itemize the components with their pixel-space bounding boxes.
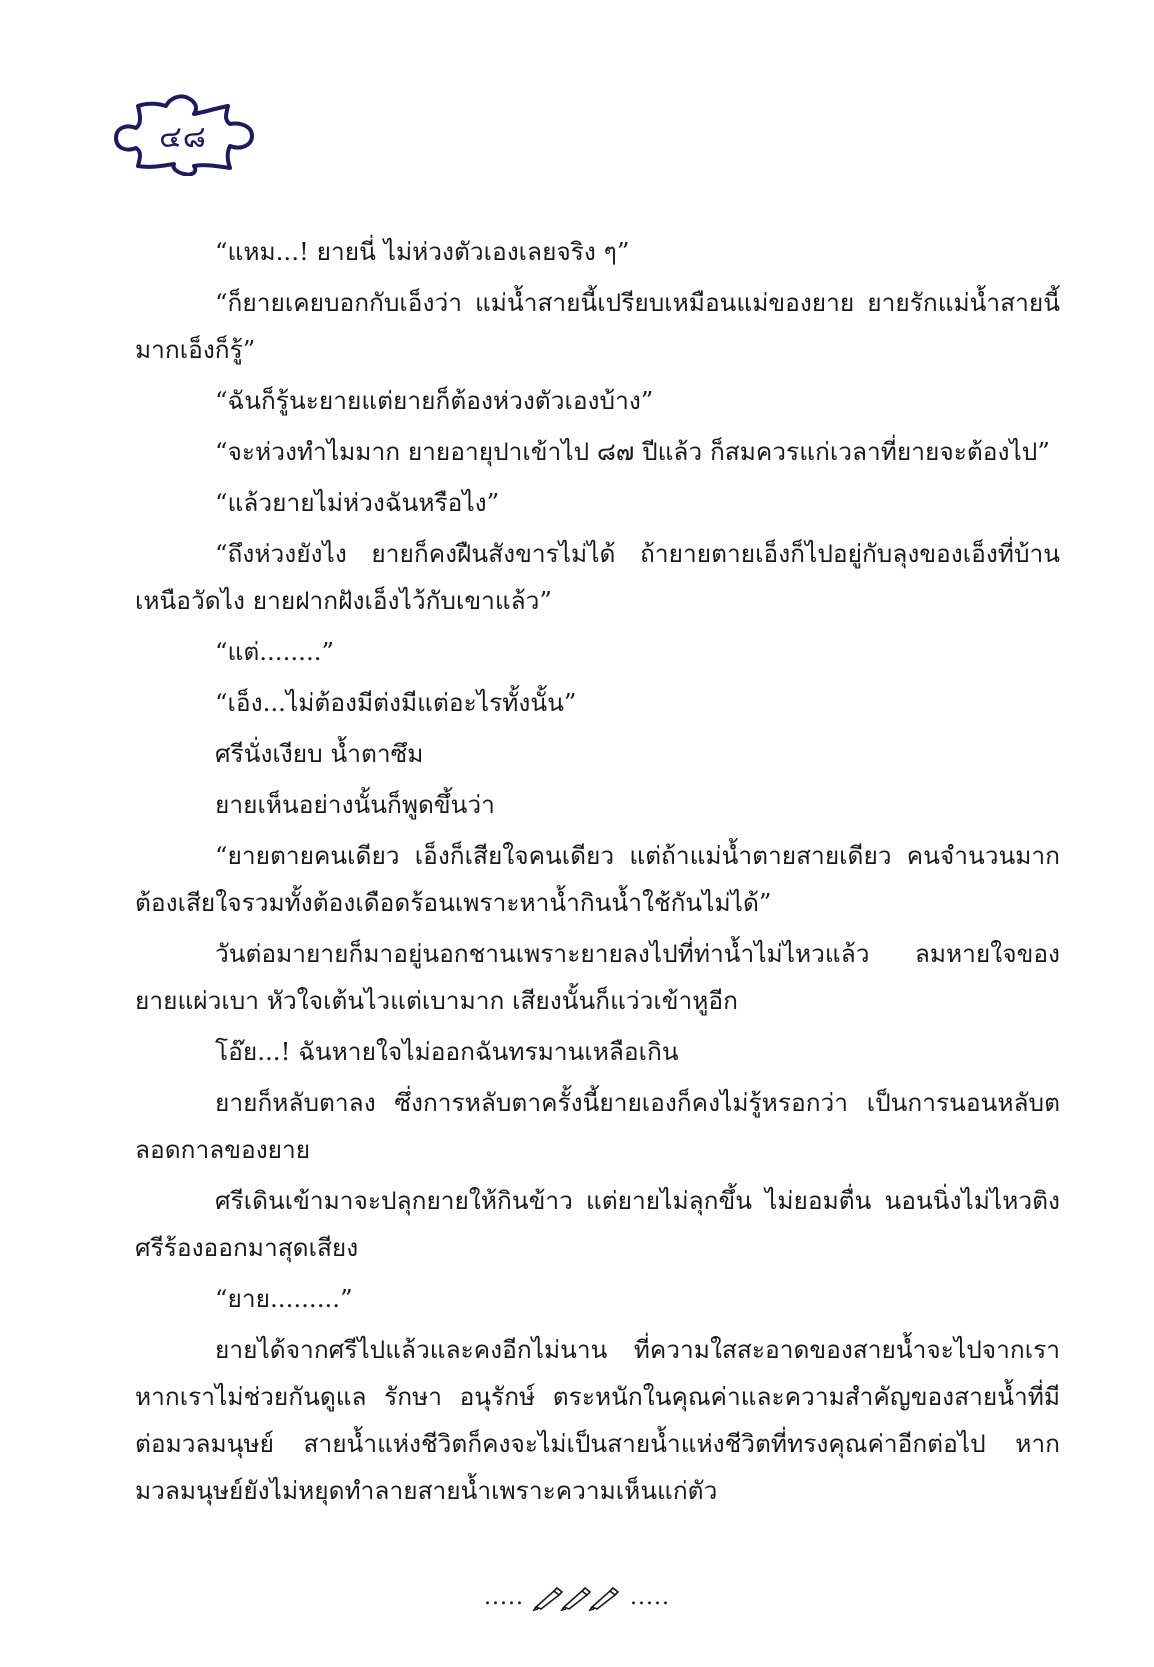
page-number: ๔๘: [159, 120, 207, 155]
paragraph: “แหม...! ยายนี่ ไม่ห่วงตัวเองเลยจริง ๆ”: [215, 237, 630, 266]
paragraph: “เอ็ง...ไม่ต้องมีต่งมีแต่อะไรทั้งนั้น”: [215, 688, 577, 717]
paragraph: “ฉันก็รู้นะยายแต่ยายก็ต้องห่วงตัวเองบ้าง”: [215, 386, 654, 415]
paragraph: โอ๊ย...! ฉันหายใจไม่ออกฉันทรมานเหลือเกิน: [215, 1037, 679, 1066]
paragraph: “แต่........”: [215, 637, 335, 666]
paragraph: “จะห่วงทำไมมาก ยายอายุปาเข้าไป ๘๗ ปีแล้ว ก็สมควรแก่เวลาที่ยายจะต้องไป”: [215, 437, 1050, 466]
page-number-badge: [108, 92, 258, 176]
paragraph: “ก็ยายเคยบอกกับเอ็งว่า แม่น้ำสายนี้เปรียบเหมือนแม่ของยาย ยายรักแม่น้ำสายนี้มากเอ็งก็รู้”: [135, 288, 1060, 364]
ending-dots-right: .....: [630, 1585, 670, 1610]
paragraph: “ถึงห่วงยังไง ยายก็คงฝืนสังขารไม่ได้ ถ้ายายตายเอ็งก็ไปอยู่กับลุงของเอ็งที่บ้านเหนือวัดไง ยายฝากฝังเอ็งไว้กับเขาแล้ว”: [135, 539, 1060, 615]
paragraph: ยายก็หลับตาลง ซึ่งการหลับตาครั้งนี้ยายเองก็คงไม่รู้หรอกว่า เป็นการนอนหลับตลอดกาลของยาย: [135, 1088, 1060, 1164]
paragraph: “ยายตายคนเดียว เอ็งก็เสียใจคนเดียว แต่ถ้าแม่น้ำตายสายเดียว คนจำนวนมากต้องเสียใจรวมทั้งต้องเดือดร้อนเพราะหาน้ำกินน้ำใช้กันไม่ได้”: [135, 841, 1060, 917]
story-text: [135, 228, 1060, 1518]
paragraph: “แล้วยายไม่ห่วงฉันหรือไง”: [215, 488, 500, 517]
paragraph: “ยาย.........”: [215, 1284, 353, 1313]
paragraph: ยายเห็นอย่างนั้นก็พูดขึ้นว่า: [215, 790, 495, 819]
paragraph: ศรีนั่งเงียบ น้ำตาซึม: [215, 739, 424, 768]
paragraph: ศรีเดินเข้ามาจะปลุกยายให้กินข้าว แต่ยายไม่ลุกขึ้น ไม่ยอมตื่น นอนนิ่งไม่ไหวติงศรีร้องออกมาสุดเสียง: [135, 1186, 1060, 1262]
pencil-ornament-icon: [532, 1585, 622, 1611]
chapter-end-ornament: [0, 1585, 1154, 1611]
ending-dots-left: .....: [484, 1585, 524, 1610]
paragraph: วันต่อมายายก็มาอยู่นอกชานเพราะยายลงไปที่ท่าน้ำไม่ไหวแล้ว ลมหายใจของยายแผ่วเบา หัวใจเต้นไวแต่เบามาก เสียงนั้นก็แว่วเข้าหูอีก: [135, 939, 1060, 1015]
paragraph: ยายได้จากศรีไปแล้วและคงอีกไม่นาน ที่ความใสสะอาดของสายน้ำจะไปจากเราหากเราไม่ช่วยกันดูแล รักษา อนุรักษ์ ตระหนักในคุณค่าและความสำคัญของสายน้ำที่มีต่อมวลมนุษย์ สายน้ำแห่งชีวิตก็คงจะไม่เป็นสายน้ำแห่งชีวิตที่ทรงคุณค่าอีกต่อไป หากมวลมนุษย์ยังไม่หยุดทำลายสายน้ำเพราะความเห็นแก่ตัว: [135, 1335, 1060, 1505]
